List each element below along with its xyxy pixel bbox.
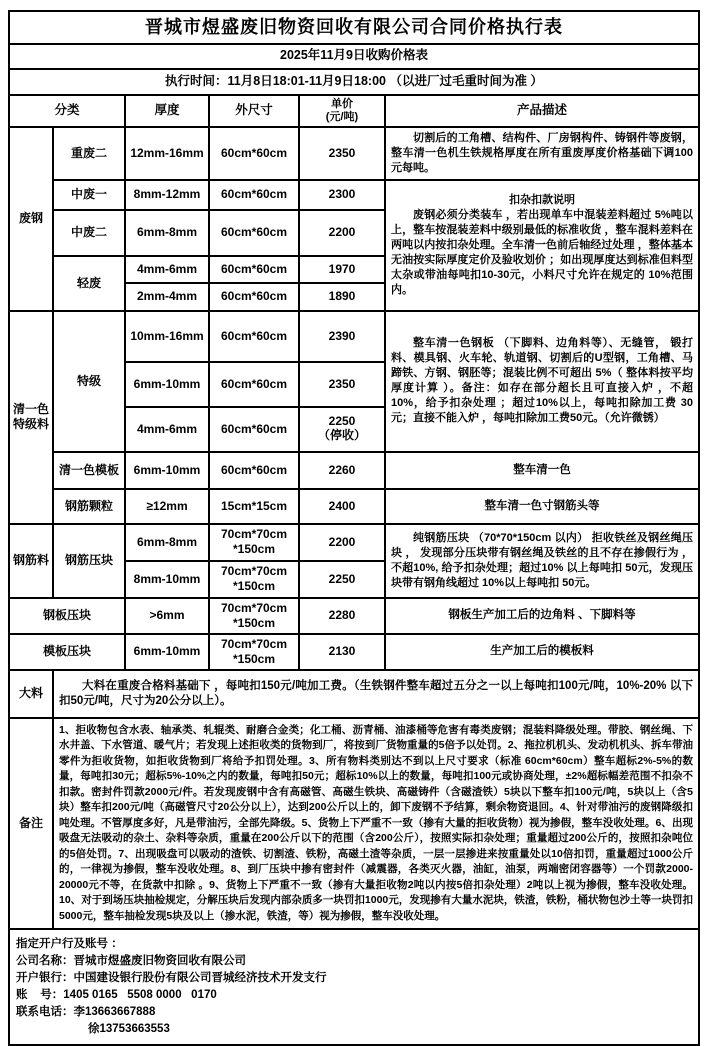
deduction-body: 废钢必须分类装车 ，若出现单车中混装差料超过 5%吨以上，整车按混装差料中级别最低的标准收货 ，整车混料差料在两吨以内按扣杂处理。全车清一色前后轴经过处理 ，整体基本无油按实际厚度定价及验收划价 ；如出现厚度达到标准但料型太杂或带油每吨扣10-30元，小料尺寸允许在规定的 10%范围内。 bbox=[391, 208, 693, 296]
description-deduction-rules bbox=[385, 180, 699, 311]
header-price-line2: (元/吨) bbox=[325, 110, 359, 123]
thickness-cell: 6mm-10mm bbox=[125, 452, 209, 489]
description-template-block: 生产加工后的模板料 bbox=[385, 634, 699, 670]
size-cell bbox=[209, 634, 299, 670]
size-cell bbox=[209, 524, 299, 561]
grade-cell-rebar-block: 钢筋压块 bbox=[53, 524, 125, 598]
price-cell: 2200 bbox=[299, 524, 385, 561]
size-line2: *150cm bbox=[232, 615, 276, 630]
table-row bbox=[9, 180, 699, 210]
section-label-remarks: 备注 bbox=[9, 718, 53, 930]
size-line1: 70cm*70cm bbox=[220, 600, 288, 615]
table-row bbox=[9, 524, 699, 561]
size-cell bbox=[209, 598, 299, 634]
size-cell bbox=[209, 561, 299, 598]
thickness-cell: 4mm-6mm bbox=[125, 407, 209, 452]
big-material-text bbox=[53, 670, 699, 718]
description-rebar-block bbox=[385, 524, 699, 598]
price-cell: 1890 bbox=[299, 283, 385, 311]
table-row bbox=[9, 311, 699, 362]
description-text: 纯钢筋压块 （70*70*150cm 以内） 拒收铁丝及钢丝绳压块 ， 发现部分压块带有钢丝绳及铁丝的且不存在掺假行为 ，不超10%, 给予扣杂处理；超过10% 以上每吨扣 50元，发现压块带有钢角线超过 10%以上每吨扣 50元。 bbox=[391, 531, 693, 589]
table-row bbox=[9, 489, 699, 524]
section-label-template-block: 模板压块 bbox=[9, 634, 125, 670]
table-row bbox=[9, 718, 699, 930]
bank-account: 账 号：1405 0165 5508 0000 0170 bbox=[16, 989, 217, 1001]
table-row bbox=[9, 127, 699, 180]
size-cell: 60cm*60cm bbox=[209, 283, 299, 311]
section-label-big-material: 大料 bbox=[9, 670, 53, 718]
thickness-cell: 6mm-10mm bbox=[125, 362, 209, 407]
section-label-scrap-steel: 废钢 bbox=[9, 127, 53, 311]
size-cell: 60cm*60cm bbox=[209, 256, 299, 283]
bank-heading: 指定开户行及账号 ： bbox=[16, 938, 123, 950]
table-row bbox=[9, 452, 699, 489]
thickness-cell: 8mm-12mm bbox=[125, 180, 209, 210]
thickness-cell: >6mm bbox=[125, 598, 209, 634]
table-row bbox=[9, 598, 699, 634]
size-line2: *150cm bbox=[232, 542, 276, 556]
execution-time: 执行时间：11月8日18:01-11月9日18:00 （以进厂过毛重时间为准 ） bbox=[9, 69, 699, 95]
size-line1: 70cm*70cm bbox=[220, 564, 288, 578]
description-text: 大料在重废合格料基础下 ，每吨扣150元/吨加工费。（生铁钢件整车超过五分之一以上每吨扣100元/吨，10%-20% 以下扣50元/吨，尺寸为20公分以上）。 bbox=[59, 679, 693, 707]
date-subtitle: 2025年11月9日收购价格表 bbox=[9, 44, 699, 69]
thickness-cell: 2mm-4mm bbox=[125, 283, 209, 311]
price-cell: 2300 bbox=[299, 180, 385, 210]
header-thickness: 厚度 bbox=[125, 95, 209, 127]
bank-company: 公司名称：晋城市煜盛废旧物资回收有限公司 bbox=[16, 955, 246, 967]
price-cell: 2390 bbox=[299, 311, 385, 362]
thickness-cell: 12mm-16mm bbox=[125, 127, 209, 180]
description-template: 整车清一色 bbox=[385, 452, 699, 489]
section-label-premium: 清一色特级料 bbox=[9, 311, 53, 524]
bank-info bbox=[9, 929, 699, 1045]
size-line2: *150cm bbox=[232, 651, 276, 666]
description-text: 整车清一色钢板 （下脚料、边角料等）、无缝管， 锻打料、模具钢、火车轮、轨道钢、切割后的U型钢，工角槽、马蹄铁、方钢、钢胚等；混装比例不可超出 5%（ 整体料按平均厚度计算 ）。备注：如存在部分超长且可直接入炉 ，不超10%，给予扣杂处理 ；超过10%以上，每吨扣除加工费 30元；直接不能入炉 ，每吨扣除加工费50元。（允许微锈） bbox=[391, 337, 693, 424]
price-table bbox=[8, 10, 700, 1046]
price-cell: 2350 bbox=[299, 362, 385, 407]
thickness-cell: 8mm-10mm bbox=[125, 561, 209, 598]
price-cell: 2280 bbox=[299, 598, 385, 634]
price-value: 2250 bbox=[328, 414, 356, 429]
bank-name: 开户银行：中国建设银行股份有限公司晋城经济技术开发支行 bbox=[16, 972, 327, 984]
price-cell: 2260 bbox=[299, 452, 385, 489]
thickness-cell: 6mm-8mm bbox=[125, 210, 209, 256]
description-premium bbox=[385, 311, 699, 452]
size-cell: 15cm*15cm bbox=[209, 489, 299, 524]
thickness-cell: 6mm-10mm bbox=[125, 634, 209, 670]
deduction-title: 扣杂扣款说明 bbox=[509, 193, 575, 206]
page-title: 晋城市煜盛废旧物资回收有限公司合同价格执行表 bbox=[9, 11, 699, 44]
size-line2: *150cm bbox=[232, 579, 276, 593]
section-label-plate-block: 钢板压块 bbox=[9, 598, 125, 634]
grade-cell: 清一色模板 bbox=[53, 452, 125, 489]
grade-cell-special: 特级 bbox=[53, 311, 125, 452]
price-note: （停收） bbox=[317, 428, 366, 442]
size-cell: 60cm*60cm bbox=[209, 407, 299, 452]
size-cell: 60cm*60cm bbox=[209, 311, 299, 362]
price-cell: 2400 bbox=[299, 489, 385, 524]
section-label-rebar: 钢筋料 bbox=[9, 524, 53, 598]
header-description: 产品描述 bbox=[385, 95, 699, 127]
price-cell-suspended bbox=[299, 407, 385, 452]
bank-phone-1: 联系电话：李13663667888 bbox=[16, 1006, 156, 1018]
description-plate-block: 钢板生产加工后的边角料 、下脚料等 bbox=[385, 598, 699, 634]
table-row bbox=[9, 634, 699, 670]
bank-phone-2: 徐13753663553 bbox=[88, 1023, 170, 1035]
grade-cell: 重废二 bbox=[53, 127, 125, 180]
description-text: 切割后的工角槽、结构件、厂房钢构件、铸钢件等废钢，整车清一色机生铁规格厚度在所有重废厚度价格基础下调100元每吨。 bbox=[391, 131, 693, 174]
description-heavy-scrap bbox=[385, 127, 699, 180]
price-cell: 2250 bbox=[299, 561, 385, 598]
price-cell: 1970 bbox=[299, 256, 385, 283]
price-cell: 2350 bbox=[299, 127, 385, 180]
thickness-cell: 6mm-8mm bbox=[125, 524, 209, 561]
description-rebar-granules: 整车清一色寸钢筋头等 bbox=[385, 489, 699, 524]
table-row bbox=[9, 670, 699, 718]
grade-cell: 中废一 bbox=[53, 180, 125, 210]
size-cell: 60cm*60cm bbox=[209, 180, 299, 210]
thickness-cell: 10mm-16mm bbox=[125, 311, 209, 362]
header-size: 外尺寸 bbox=[209, 95, 299, 127]
remarks-text: 1、拒收物包含水表、轴承类、轧辊类、耐磨合金类；化工桶、沥青桶、油漆桶等危害有毒类废钢；混装料降级处理。带胶、钢丝绳、下水井盖、下水管道、暖气片；若发现上述拒收类的货物到厂，将按到厂货物重量的5倍予以处罚。2、拖拉机机头、发动机机头、拆车带油零件为拒收货物，如拒收货物到厂将给予扣罚处理。3、所有物料类别达不到以上尺寸要求（标准 60cm*60cm）整车超标2%-5%的数量，每吨扣30元；超标5%-10%之内的数量，每吨扣50元；超标10%以上的数量，每吨扣100元或协商处理，±2%超标幅差范围不扣杂不扣款。密封件罚款2000元/件。若发现废钢中含有高磁管、高磁生铁块、高磁铸件（含磁渣铁）5块以下整车扣100元/吨，5块以上（含5块）整车扣200元/吨（高磁管尺寸20公分以上），达到200公斤以上的，卸下废钢不予结算，剩余物资退回。4、针对带油污的废钢降级扣吨处理。不管厚度多好，凡是带油污，全部先降级。5、货物上下严重不一致（掺有大量的拒收货物）视为掺假，整车没收处理。6、出现吸盘无法吸动的杂土、杂料等杂质，重量在200公斤以下的范围（含200公斤），按照实际扣杂处理；重量超过200公斤的，按照扣杂吨位的5倍处罚。7、出现吸盘可以吸动的渣铁、切割渣、铁粉，高磁土渣等杂质，一层一层掺进来按重量处以10倍扣罚，重量超过1000公斤的，一律视为掺假，整车没收处理。8、到厂压块中掺有密封件（减震器，各类灭火器，油缸，油泵，两端密闭容器等）一个罚款2000-20000元不等，在货款中扣除 。9、货物上下严重不一致（掺有大量拒收物2吨以内按5倍扣杂处理）2吨以上视为掺假，整车没收处理。10、对于到场压块抽检规定，分解压块后发现内部杂质多一块罚扣1000元，发现掺有大量水泥块，铁渣，铁粉，桶状物包沙土等一块罚扣5000元，整车抽检发现5块及以上（掺水泥，铁渣，等）视为掺假，整车没收处理。 bbox=[53, 718, 699, 930]
header-price bbox=[299, 95, 385, 127]
price-sheet bbox=[8, 10, 698, 1046]
header-category: 分类 bbox=[9, 95, 125, 127]
price-cell: 2130 bbox=[299, 634, 385, 670]
table-row bbox=[9, 929, 699, 1045]
price-cell: 2200 bbox=[299, 210, 385, 256]
header-price-line1: 单价 bbox=[331, 98, 353, 111]
size-cell: 60cm*60cm bbox=[209, 127, 299, 180]
grade-cell: 钢筋颗粒 bbox=[53, 489, 125, 524]
size-cell: 60cm*60cm bbox=[209, 452, 299, 489]
size-cell: 60cm*60cm bbox=[209, 210, 299, 256]
grade-cell-light-scrap: 轻废 bbox=[53, 256, 125, 311]
size-cell: 60cm*60cm bbox=[209, 362, 299, 407]
thickness-cell: ≥12mm bbox=[125, 489, 209, 524]
size-line1: 70cm*70cm bbox=[220, 527, 288, 541]
thickness-cell: 4mm-6mm bbox=[125, 256, 209, 283]
grade-cell: 中废二 bbox=[53, 210, 125, 256]
size-line1: 70cm*70cm bbox=[220, 636, 288, 651]
